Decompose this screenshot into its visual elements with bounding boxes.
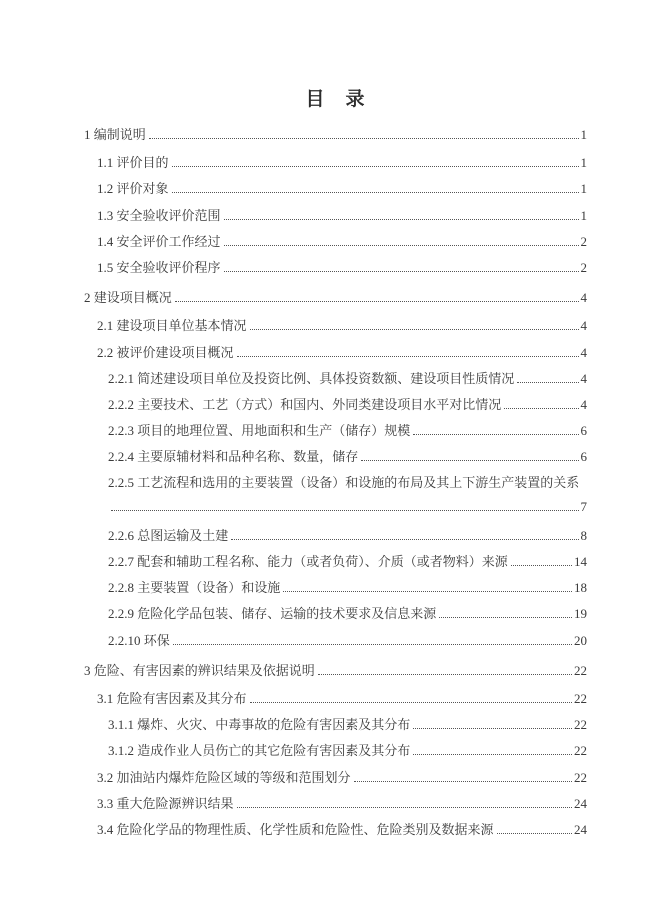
toc-entry-page-number: 22 — [574, 769, 587, 785]
toc-entry-label: 1.4 安全评价工作经过 — [97, 233, 221, 249]
toc-entry[interactable] — [84, 315, 587, 341]
toc-entry[interactable] — [84, 152, 587, 178]
toc-entry-page-number: 1 — [580, 207, 587, 223]
toc-entry[interactable] — [84, 257, 587, 283]
toc-entry-continuation[interactable] — [84, 499, 587, 525]
toc-entry-page-number: 2 — [580, 233, 587, 249]
toc-entry-page-number: 1 — [580, 127, 587, 142]
toc-entry[interactable] — [84, 551, 587, 577]
toc-entry-label: 2.2.3 项目的地理位置、用地面积和生产（储存）规模 — [108, 423, 411, 439]
toc-content — [84, 84, 587, 845]
toc-entry-label: 1 编制说明 — [84, 127, 146, 142]
dot-leader — [318, 674, 572, 675]
toc-entry[interactable] — [84, 178, 587, 204]
toc-entry-label: 2.2.8 主要装置（设备）和设施 — [108, 580, 281, 596]
dot-leader — [111, 510, 579, 511]
toc-entry-page-number: 1 — [580, 181, 587, 197]
toc-entry[interactable] — [84, 342, 587, 368]
toc-entry-page-number: 19 — [574, 606, 587, 622]
toc-entry-label: 1.2 评价对象 — [97, 181, 169, 197]
dot-leader — [224, 245, 579, 246]
toc-entry-label: 3.1 危险有害因素及其分布 — [97, 690, 247, 706]
dot-leader — [283, 591, 572, 592]
dot-leader — [413, 434, 578, 435]
toc-entry-label: 1.1 评价目的 — [97, 155, 169, 171]
toc-list — [84, 124, 587, 845]
toc-entry[interactable] — [84, 793, 587, 819]
toc-entry-page-number: 4 — [580, 396, 587, 412]
dot-leader — [511, 565, 572, 566]
toc-entry-page-number: 1 — [580, 155, 587, 171]
toc-entry-page-number: 6 — [580, 449, 587, 465]
toc-entry-label: 2 建设项目概况 — [84, 290, 172, 306]
dot-leader — [413, 728, 572, 729]
dot-leader — [361, 460, 578, 461]
toc-entry[interactable] — [84, 714, 587, 740]
toc-entry-page-number: 4 — [580, 318, 587, 334]
dot-leader — [237, 356, 579, 357]
toc-entry-page-number: 4 — [580, 344, 587, 360]
toc-entry-page-number: 22 — [574, 717, 587, 733]
dot-leader — [172, 166, 579, 167]
toc-entry[interactable] — [84, 577, 587, 603]
toc-entry[interactable] — [84, 603, 587, 629]
toc-entry[interactable] — [84, 740, 587, 766]
toc-entry-label: 3.1.2 造成作业人员伤亡的其它危险有害因素及其分布 — [108, 743, 411, 759]
toc-entry-page-number: 4 — [580, 290, 587, 306]
dot-leader — [237, 807, 572, 808]
toc-entry-label: 2.2.4 主要原辅材料和品种名称、数量，储存 — [108, 449, 359, 465]
toc-entry-label: 2.2.1 简述建设项目单位及投资比例、具体投资数额、建设项目性质情况 — [108, 370, 515, 386]
dot-leader — [173, 644, 572, 645]
dot-leader — [413, 754, 572, 755]
toc-entry[interactable] — [84, 660, 587, 686]
toc-entry[interactable] — [84, 525, 587, 551]
toc-entry[interactable] — [84, 688, 587, 714]
toc-entry-page-number: 14 — [574, 554, 587, 569]
toc-entry-page-number: 24 — [574, 821, 587, 837]
dot-leader — [250, 702, 572, 703]
toc-entry[interactable] — [84, 420, 587, 446]
toc-entry[interactable] — [84, 231, 587, 257]
toc-entry[interactable] — [84, 205, 587, 231]
toc-entry[interactable] — [84, 819, 587, 845]
dot-leader — [224, 271, 579, 272]
toc-entry-page-number: 24 — [574, 795, 587, 811]
toc-entry-page-number: 6 — [580, 423, 587, 439]
toc-entry-label: 3 危险、有害因素的辨识结果及依据说明 — [84, 662, 315, 678]
toc-entry-label: 3.2 加油站内爆炸危险区域的等级和范围划分 — [97, 769, 351, 785]
toc-entry[interactable] — [84, 394, 587, 420]
dot-leader — [175, 301, 579, 302]
page-title: 目 录 — [305, 89, 366, 110]
toc-entry-label: 2.2.5 工艺流程和选用的主要装置（设备）和设施的布局及其上下游生产装置的关系 — [108, 475, 580, 491]
toc-entry-label: 1.5 安全验收评价程序 — [97, 259, 221, 275]
toc-entry-label: 2.2.10 环保 — [108, 632, 170, 648]
toc-entry-page-number: 18 — [574, 580, 587, 596]
toc-entry[interactable] — [84, 446, 587, 472]
dot-leader — [354, 781, 572, 782]
toc-entry[interactable] — [84, 767, 587, 793]
toc-entry-page-number: 7 — [580, 498, 587, 514]
toc-entry-label: 2.2.9 危险化学品包装、储存、运输的技术要求及信息来源 — [108, 606, 437, 622]
toc-entry-label: 3.3 重大危险源辨识结果 — [97, 795, 234, 811]
toc-entry-page-number: 8 — [580, 527, 587, 543]
toc-entry-page-number: 20 — [574, 632, 587, 648]
toc-entry-page-number: 4 — [580, 370, 587, 386]
dot-leader — [231, 539, 578, 540]
dot-leader — [517, 382, 578, 383]
toc-entry[interactable] — [84, 368, 587, 394]
toc-entry-label: 3.1.1 爆炸、火灾、中毒事故的危险有害因素及其分布 — [108, 717, 411, 733]
dot-leader — [172, 192, 579, 193]
dot-leader — [250, 329, 579, 330]
toc-entry[interactable] — [84, 472, 587, 498]
toc-entry-page-number: 22 — [574, 690, 587, 706]
toc-entry-label: 3.4 危险化学品的物理性质、化学性质和危险性、危险类别及数据来源 — [97, 821, 494, 837]
toc-entry-label: 2.2.2 主要技术、工艺（方式）和国内、外同类建设项目水平对比情况 — [108, 396, 502, 412]
toc-entry-label: 1.3 安全验收评价范围 — [97, 207, 221, 223]
toc-entry[interactable] — [84, 287, 587, 313]
toc-entry-label: 2.1 建设项目单位基本情况 — [97, 318, 247, 334]
toc-entry[interactable] — [84, 630, 587, 656]
dot-leader — [224, 219, 579, 220]
toc-entry-page-number: 2 — [580, 259, 587, 275]
toc-entry-label: 2.2.6 总图运输及土建 — [108, 527, 229, 543]
dot-leader — [504, 408, 578, 409]
dot-leader — [149, 138, 579, 139]
toc-entry-page-number: 22 — [574, 662, 587, 678]
toc-entry[interactable] — [84, 124, 587, 150]
dot-leader — [497, 833, 572, 834]
toc-entry-label: 2.2 被评价建设项目概况 — [97, 344, 234, 360]
toc-entry-label: 2.2.7 配套和辅助工程名称、能力（或者负荷）、介质（或者物料）来源 — [108, 554, 508, 569]
toc-entry-page-number: 22 — [574, 743, 587, 759]
dot-leader — [439, 617, 572, 618]
